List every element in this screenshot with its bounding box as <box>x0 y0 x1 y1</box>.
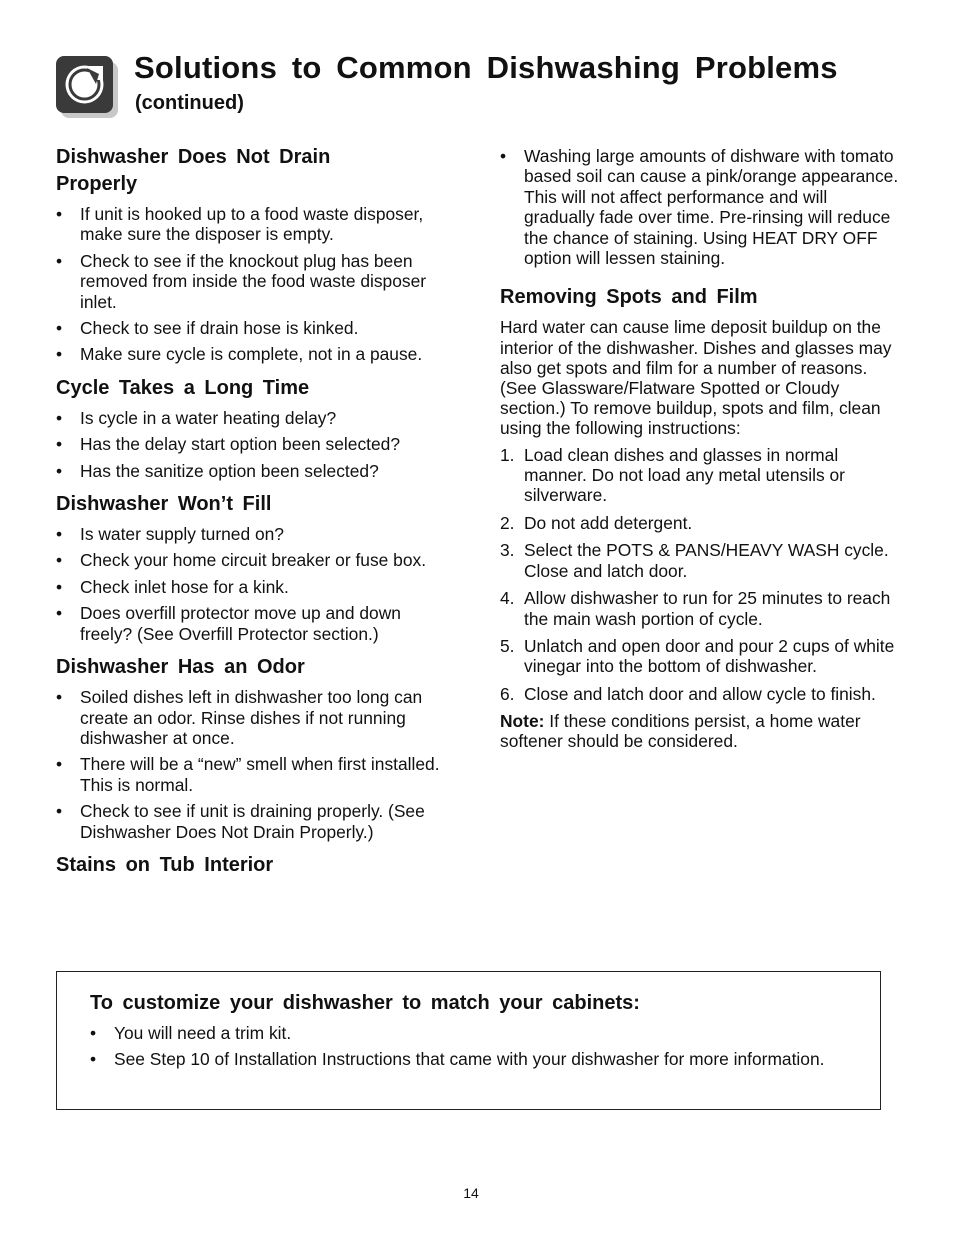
step-item <box>500 513 900 533</box>
list-item: • Does overfill protector move up and down freely? (See Overfill Protector section.) <box>56 603 456 644</box>
step-item <box>500 588 900 629</box>
list-item: • Check to see if the knockout plug has been removed from inside the food waste disposer inlet. <box>56 251 456 312</box>
step-text: Unlatch and open door and pour 2 cups of white vinegar into the bottom of dishwasher. <box>524 635 895 677</box>
list-item: • Washing large amounts of dishware with tomato based soil can cause a pink/orange appearance. This will not affect performance and will gradually fade over time. Pre-rinsing will reduce the chance of staining. Using HEAT DRY OFF option will lessen staining. <box>500 146 900 268</box>
step-number: 3. <box>500 540 515 561</box>
list-item: • If unit is hooked up to a food waste disposer, make sure the disposer is empty. <box>56 204 456 245</box>
section-drain <box>56 144 456 365</box>
step-text: Allow dishwasher to run for 25 minutes to reach the main wash portion of cycle. <box>524 588 891 629</box>
list-item: • Check to see if drain hose is kinked. <box>56 318 456 338</box>
box-heading: To customize your dishwasher to match your cabinets: <box>90 992 640 1014</box>
section-odor <box>56 654 456 842</box>
section-heading: Removing Spots and Film <box>500 286 758 309</box>
list-item: • Is water supply turned on? <box>56 524 456 544</box>
step-item <box>500 445 900 506</box>
section-heading: Dishwasher Does Not Drain Properly <box>56 146 331 195</box>
list-item: • Soiled dishes left in dishwasher too long can create an odor. Rinse dishes if not running dishwasher at once. <box>56 687 456 748</box>
note-text: If these conditions persist, a home water softener should be considered. <box>500 711 861 752</box>
section-heading: Stains on Tub Interior <box>56 853 274 876</box>
section-heading: Cycle Takes a Long Time <box>56 376 310 399</box>
page-subtitle: (continued) <box>135 92 244 114</box>
left-column <box>56 144 456 889</box>
step-item <box>500 636 900 677</box>
step-text: Load clean dishes and glasses in normal manner. Do not load any metal utensils or silverware. <box>524 444 845 506</box>
right-column <box>500 146 900 762</box>
list-item: • Has the sanitize option been selected? <box>56 461 456 481</box>
list-item: • Make sure cycle is complete, not in a pause. <box>56 344 456 364</box>
page-title: Solutions to Common Dishwashing Problems <box>134 50 838 85</box>
step-item <box>500 540 900 581</box>
section-heading: Dishwasher Has an Odor <box>56 656 305 679</box>
section-spots-film <box>500 284 900 751</box>
list-item: • Check your home circuit breaker or fuse box. <box>56 550 456 570</box>
note <box>500 711 900 751</box>
list-item: • Is cycle in a water heating delay? <box>56 408 456 428</box>
step-number: 6. <box>500 683 515 704</box>
step-text: Close and latch door and allow cycle to finish. <box>524 683 876 704</box>
list-item: • Has the delay start option been selected? <box>56 434 456 454</box>
step-item <box>500 684 900 704</box>
step-number: 5. <box>500 635 515 656</box>
section-wont-fill <box>56 491 456 644</box>
step-text: Do not add detergent. <box>524 512 693 533</box>
list-item: • Check to see if unit is draining properly. (See Dishwasher Does Not Drain Properly.) <box>56 801 456 842</box>
step-text: Select the POTS & PANS/HEAVY WASH cycle. Close and latch door. <box>524 540 889 581</box>
step-number: 1. <box>500 444 515 465</box>
section-intro: Hard water can cause lime deposit buildup on the interior of the dishwasher. Dishes and glasses may also get spots and film for a number of reasons. (See Glassware/Flatware Spotted or Cloudy section.) To remove buildup, spots and film, clean using the following instructions: <box>500 317 892 439</box>
list-item: • You will need a trim kit. <box>90 1023 870 1043</box>
section-long-time <box>56 375 456 481</box>
step-number: 4. <box>500 588 515 609</box>
list-item: • See Step 10 of Installation Instructions that came with your dishwasher for more information. <box>90 1049 870 1069</box>
list-item: • Check inlet hose for a kink. <box>56 577 456 597</box>
cabinet-customize-box <box>56 971 881 1110</box>
troubleshooting-logo-icon <box>56 56 118 118</box>
section-stains <box>56 852 456 879</box>
section-heading: Dishwasher Won’t Fill <box>56 493 272 516</box>
note-label: Note: <box>500 711 545 732</box>
step-number: 2. <box>500 512 515 533</box>
page-number: 14 <box>463 1185 479 1201</box>
list-item: • There will be a “new” smell when first installed. This is normal. <box>56 754 456 795</box>
